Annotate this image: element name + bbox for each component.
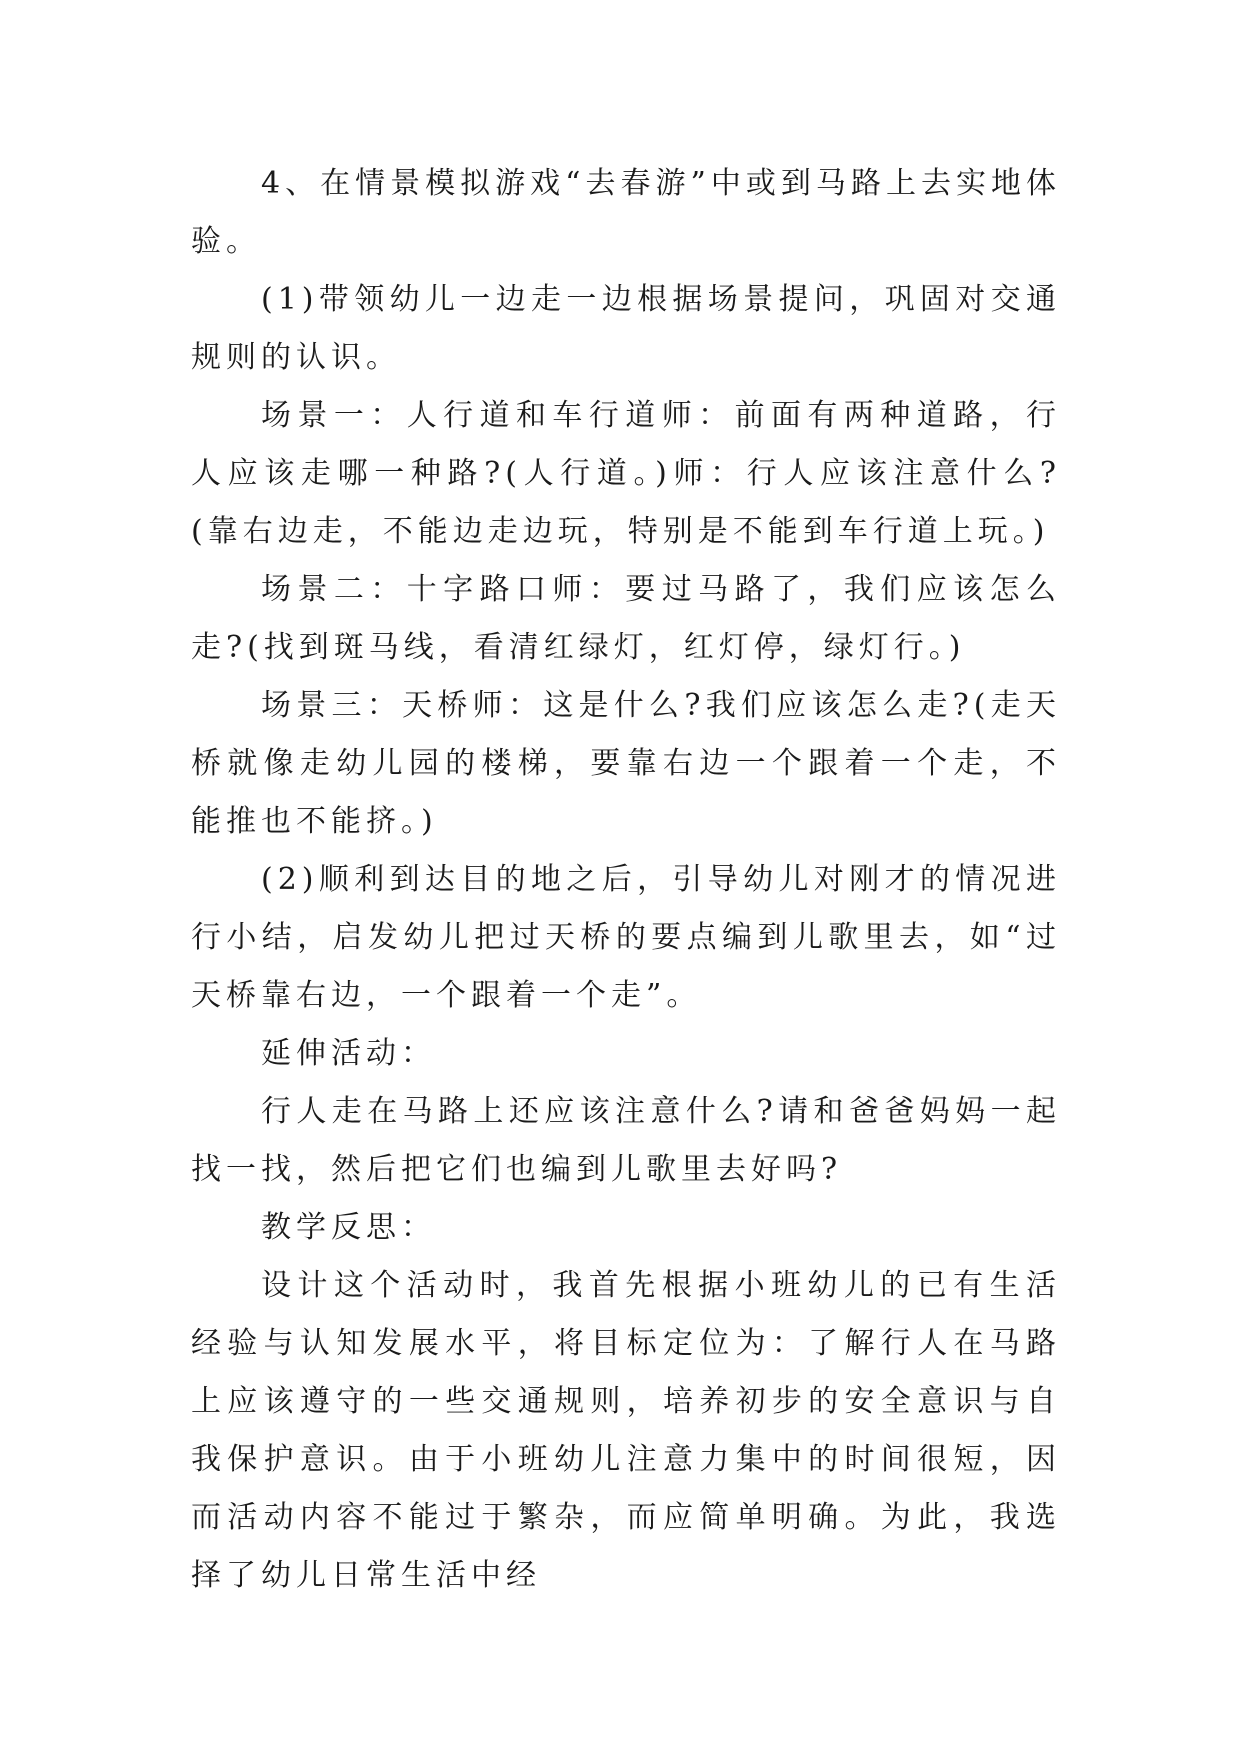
heading-teaching-reflection: 教学反思：	[261, 1210, 436, 1245]
paragraph-scene-3: 场景三：天桥师：这是什么?我们应该怎么走?(走天桥就像走幼儿园的楼梯，要靠右边一个跟着一个走，不能推也不能挤。)	[191, 688, 1061, 839]
paragraph-reflection: 设计这个活动时，我首先根据小班幼儿的已有生活经验与认知发展水平，将目标定位为：了解行人在马路上应该遵守的一些交通规则，培养初步的安全意识与自我保护意识。由于小班幼儿注意力集中的时间很短，因而活动内容不能过于繁杂，而应简单明确。为此，我选择了幼儿日常生活中经	[191, 1268, 1061, 1593]
paragraph-step-1: (1)带领幼儿一边走一边根据场景提问，巩固对交通规则的认识。	[191, 282, 1061, 375]
body-text	[191, 155, 1061, 1605]
paragraph-extension: 行人走在马路上还应该注意什么?请和爸爸妈妈一起找一找，然后把它们也编到儿歌里去好吗?	[191, 1094, 1061, 1187]
paragraph-scene-1: 场景一：人行道和车行道师：前面有两种道路，行人应该走哪一种路?(人行道。)师：行人应该注意什么?(靠右边走，不能边走边玩，特别是不能到车行道上玩。)	[191, 398, 1061, 549]
heading-extension-activity: 延伸活动：	[261, 1036, 436, 1071]
paragraph-step-2: (2)顺利到达目的地之后，引导幼儿对刚才的情况进行小结，启发幼儿把过天桥的要点编到儿歌里去，如“过天桥靠右边，一个跟着一个走”。	[191, 862, 1061, 1013]
paragraph-scene-2: 场景二：十字路口师：要过马路了，我们应该怎么走?(找到斑马线，看清红绿灯，红灯停，绿灯行。)	[191, 572, 1061, 665]
paragraph-activity-4: 4、在情景模拟游戏“去春游”中或到马路上去实地体验。	[191, 166, 1061, 259]
